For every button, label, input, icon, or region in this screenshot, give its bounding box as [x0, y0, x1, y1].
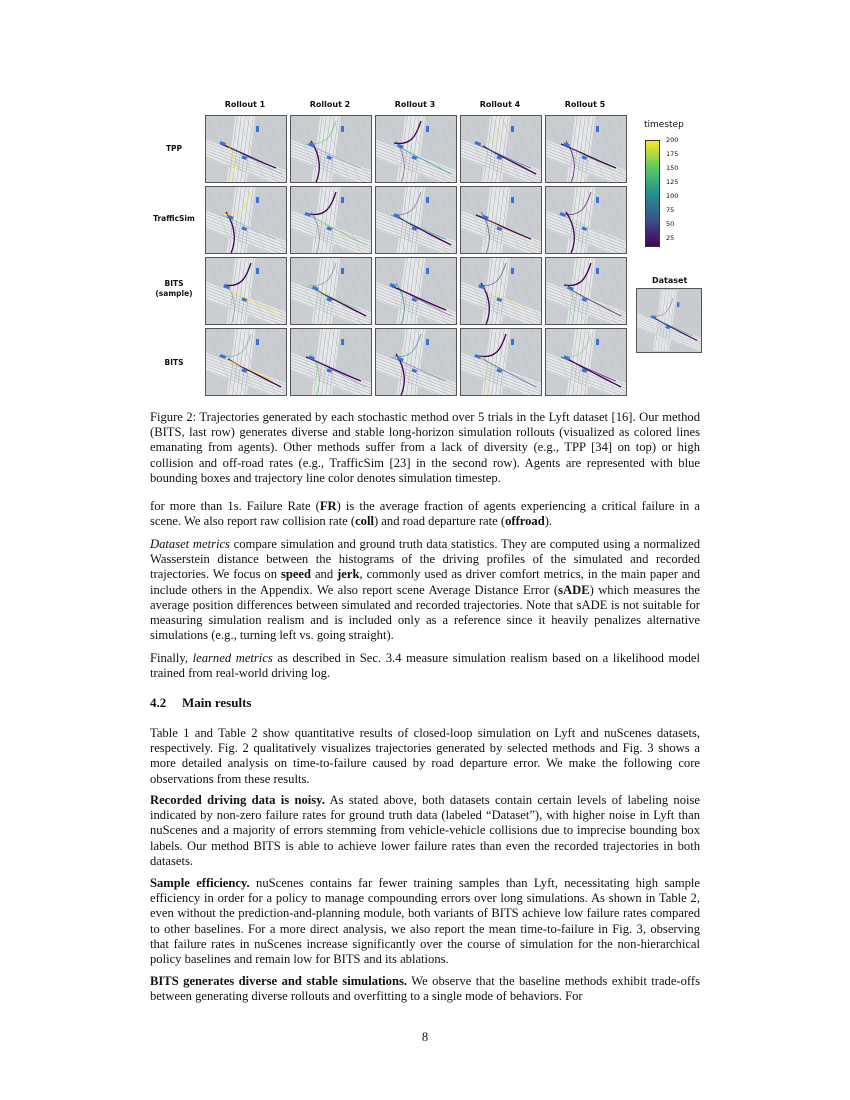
rollout-header: Rollout 3 [394, 100, 436, 109]
text: , commonly used as driver comfort metrics, in the main paper and include others in the Appendix. We also report scene Average Distance Error ( [150, 567, 701, 597]
colorbar [645, 140, 660, 247]
rollout-image [375, 186, 457, 254]
page-number: 8 [421, 1030, 429, 1044]
text: Finally, [150, 651, 193, 665]
paragraph-diverse-stable [150, 974, 700, 1004]
row-label-bits: BITS [164, 358, 184, 367]
rollout-image [545, 257, 627, 325]
section-title: Main results [182, 695, 252, 710]
rollout-image [290, 115, 372, 183]
paragraph-heading: Recorded driving data is noisy. [150, 793, 325, 807]
text: ). [544, 514, 553, 529]
paragraph-noisy-data [150, 793, 700, 869]
rollout-image [205, 186, 287, 254]
row-label-trafficsim: TrafficSim [153, 214, 195, 223]
text: and [311, 567, 338, 582]
rollout-header: Rollout 5 [564, 100, 606, 109]
text: ) which measures the average position differences between simulated and recorded trajectories. Note that sADE is not suitable for measuring simulation realism and is included only as a reference since it heavily penalizes alternative simulations (e.g., turning left vs. going straight). [150, 582, 700, 643]
rollout-image [545, 328, 627, 396]
term-sade: sADE [558, 582, 590, 597]
text: compare simulation and ground truth data statistics. They are computed using a normalized Wasserstein distance between the histograms of the driving profiles of the simulated and recorded trajectories. We focus on [150, 537, 700, 582]
rollout-image [375, 328, 457, 396]
rollout-image [290, 257, 372, 325]
text: ) is the average fraction of agents experiencing a critical failure in a scene. We also report raw collision rate ( [150, 499, 700, 529]
colorbar-tick: 100 [666, 192, 679, 200]
term-learned-metrics: learned metrics [192, 651, 273, 665]
paragraph-sample-efficiency [150, 876, 700, 967]
row-label-tpp: TPP [165, 144, 183, 153]
dataset-label: Dataset [652, 276, 688, 285]
row-label-bits-sample: BITS (sample) [155, 279, 193, 298]
rollout-image [460, 257, 542, 325]
rollout-image [460, 186, 542, 254]
term-speed: speed [280, 567, 312, 582]
rollout-image [290, 328, 372, 396]
term-fr: FR [319, 499, 337, 513]
paragraph-learned-metrics [150, 651, 700, 681]
rollout-header: Rollout 1 [224, 100, 266, 109]
text: as described in Sec. 3.4 measure simulation realism based on a likelihood model trained from real-world driving log. [150, 651, 700, 681]
text: for more than 1s. Failure Rate ( [150, 499, 320, 513]
colorbar-tick: 25 [666, 234, 675, 242]
rollout-image [545, 186, 627, 254]
rollout-image [460, 115, 542, 183]
colorbar-tick: 150 [666, 164, 679, 172]
rollout-image [205, 115, 287, 183]
section-number: 4.2 [150, 695, 167, 710]
figure-caption [150, 410, 700, 486]
caption-text: Figure 2: Trajectories generated by each stochastic method over 5 trials in the Lyft dataset [16]. Our method (BITS, last row) generates diverse and stable long-horizon simulation rollouts (visualized as colored lines emanating from agents). Other methods suffer from a lack of diversity (e.g., TPP [34] on top) or high collision and off-road rates (e.g., TrafficSim [23] in the second row). Agents are represented with blue bounding boxes and trajectory line color denotes simulation timestep. [150, 410, 700, 485]
rollout-image [545, 115, 627, 183]
rollout-image [205, 328, 287, 396]
rollout-image [375, 115, 457, 183]
rollout-image [290, 186, 372, 254]
paragraph-failure-rate [150, 499, 700, 529]
text: Table 1 and Table 2 show quantitative results of closed-loop simulation on Lyft and nuScenes datasets, respectively. Fig. 2 qualitatively visualizes trajectories generated by selected methods and Fig. 3 shows a more detailed analysis on time-to-failure caused by road departure error. We make the following core observations from these results. [150, 726, 700, 786]
term-dataset-metrics: Dataset metrics [150, 537, 230, 551]
rollout-image [205, 257, 287, 325]
term-coll: coll [355, 514, 374, 529]
paragraph-heading: BITS generates diverse and stable simulations. [150, 974, 408, 988]
paragraph-heading: Sample efficiency. [150, 876, 250, 890]
figure-2 [150, 100, 710, 400]
rollout-header: Rollout 4 [479, 100, 521, 109]
dataset-rollout-image [636, 288, 702, 353]
text: nuScenes contains far fewer training samples than Lyft, necessitating high sample efficiency in order for a policy to manage compounding errors over long simulations. As shown in Table 2, even without the prediction-and-planning module, both variants of BITS achieve low failure rates compared to other baselines. For a more direct analysis, we also report the mean time-to-failure in Fig. 3, observing that failure rates in nuScenes increase significantly over the course of simulation for the non-hierarchical policy baselines and remain low for BITS and its ablations. [150, 876, 700, 967]
colorbar-tick: 125 [666, 178, 679, 186]
text: We observe that the baseline methods exhibit trade-offs between generating diverse rollouts and overfitting to a single mode of behaviors. For [150, 974, 700, 1004]
rollout-image [375, 257, 457, 325]
term-jerk: jerk [337, 567, 360, 582]
rollout-image [460, 328, 542, 396]
colorbar-tick: 75 [666, 206, 675, 214]
colorbar-tick: 50 [666, 220, 675, 228]
term-offroad: offroad [505, 514, 545, 529]
text: ) and road departure rate ( [373, 514, 506, 529]
colorbar-tick: 175 [666, 150, 679, 158]
rollout-header: Rollout 2 [309, 100, 351, 109]
paragraph-dataset-metrics [150, 537, 700, 643]
section-heading [150, 695, 251, 711]
colorbar-title: timestep [644, 120, 684, 130]
colorbar-tick: 200 [666, 136, 679, 144]
text: As stated above, both datasets contain certain levels of labeling noise indicated by non-zero failure rates for ground truth data (labeled “Dataset”), with higher noise in Lyft than nuScenes and a majority of errors stemming from vehicle-vehicle collisions due to imprecise bounding box labels. Our method BITS is able to achieve lower failure rates than even the recorded trajectories in both datasets. [150, 793, 701, 868]
paragraph-main-results [150, 726, 700, 787]
